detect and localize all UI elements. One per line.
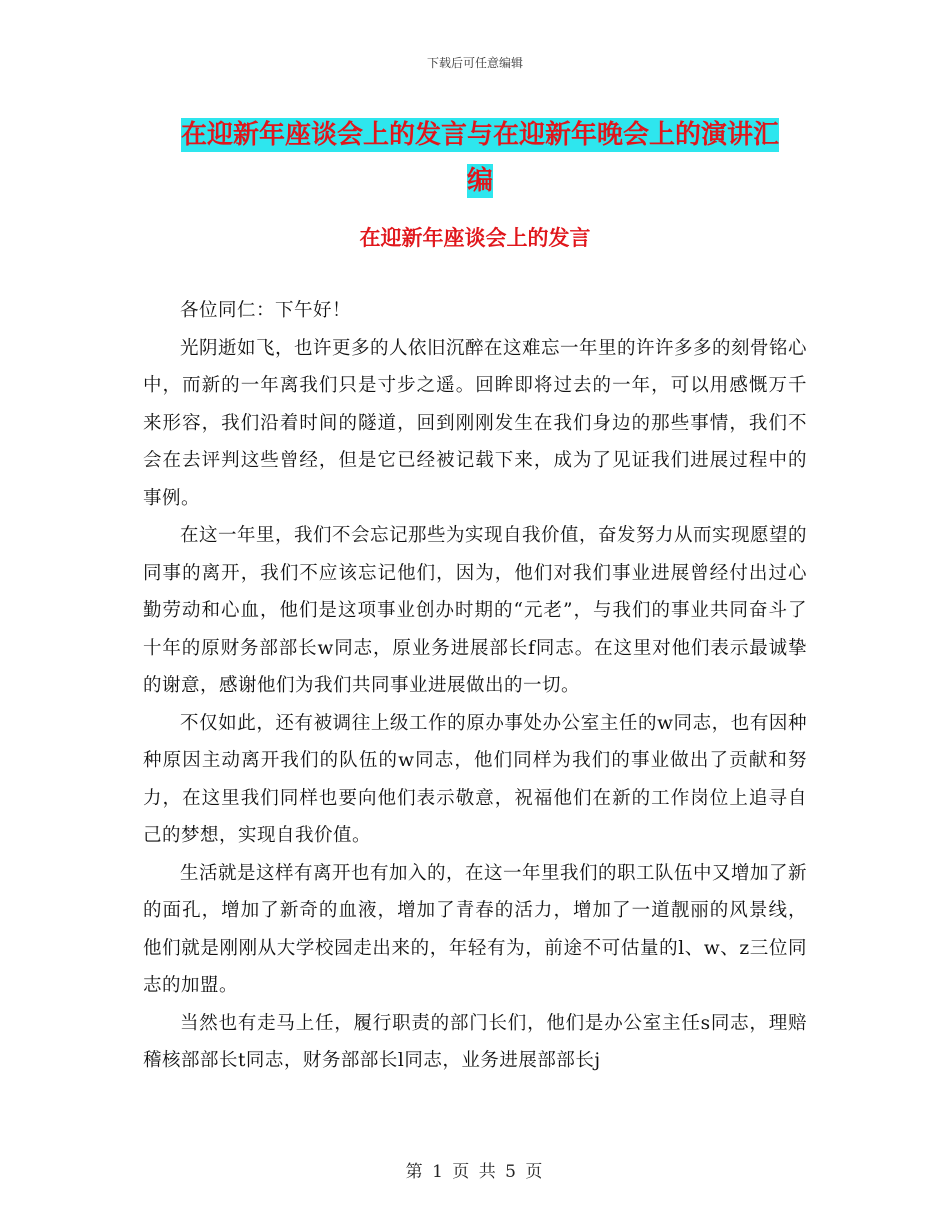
title-line-2: 编 xyxy=(466,166,493,196)
paragraph: 在这一年里，我们不会忘记那些为实现自我价值，奋发努力从而实现愿望的同事的离开，我们不应该忘记他们，因为，他们对我们事业进展曾经付出过心勤劳动和心血，他们是这项事业创办时期的“元老”，与我们的事业共同奋斗了十年的原财务部部长w同志，原业务进展部长f同志。在这里对他们表示最诚挚的谢意，感谢他们为我们共同事业进展做出的一切。 xyxy=(143,525,808,696)
section-title: 在迎新年座谈会上的发言 xyxy=(359,226,591,250)
paragraph: 不仅如此，还有被调往上级工作的原办事处办公室主任的w同志，也有因种种原因主动离开我们的队伍的w同志，他们同样为我们的事业做出了贡献和努力，在这里我们同样也要向他们表示敬意，祝福他们在新的工作岗位上追寻自己的梦想，实现自我价值。 xyxy=(143,712,807,846)
body-text xyxy=(143,292,807,1080)
header-note: 下载后可任意编辑 xyxy=(426,56,523,70)
title-line-1: 在迎新年座谈会上的发言与在迎新年晚会上的演讲汇 xyxy=(180,120,779,150)
page-footer: 第 1 页 共 5 页 xyxy=(405,1162,545,1182)
paragraph: 光阴逝如飞，也许更多的人依旧沉醉在这难忘一年里的许许多多的刻骨铭心中，而新的一年离我们只是寸步之遥。回眸即将过去的一年，可以用感慨万千来形容，我们沿着时间的隧道，回到刚刚发生在我们身边的那些事情，我们不会在去评判这些曾经，但是它已经被记载下来，成为了见证我们进展过程中的事例。 xyxy=(143,337,808,509)
document-title xyxy=(150,112,810,204)
paragraph: 生活就是这样有离开也有加入的，在这一年里我们的职工队伍中又增加了新的面孔，增加了新奇的血液，增加了青春的活力，增加了一道靓丽的风景线，他们就是刚刚从大学校园走出来的，年轻有为，前途不可估量的l、w、z三位同志的加盟。 xyxy=(143,862,808,996)
paragraph-greeting: 各位同仁：下午好！ xyxy=(180,300,352,321)
paragraph: 当然也有走马上任，履行职责的部门长们，他们是办公室主任s同志，理赔稽核部部长t同志，财务部部长l同志，业务进展部部长j xyxy=(143,1012,807,1071)
